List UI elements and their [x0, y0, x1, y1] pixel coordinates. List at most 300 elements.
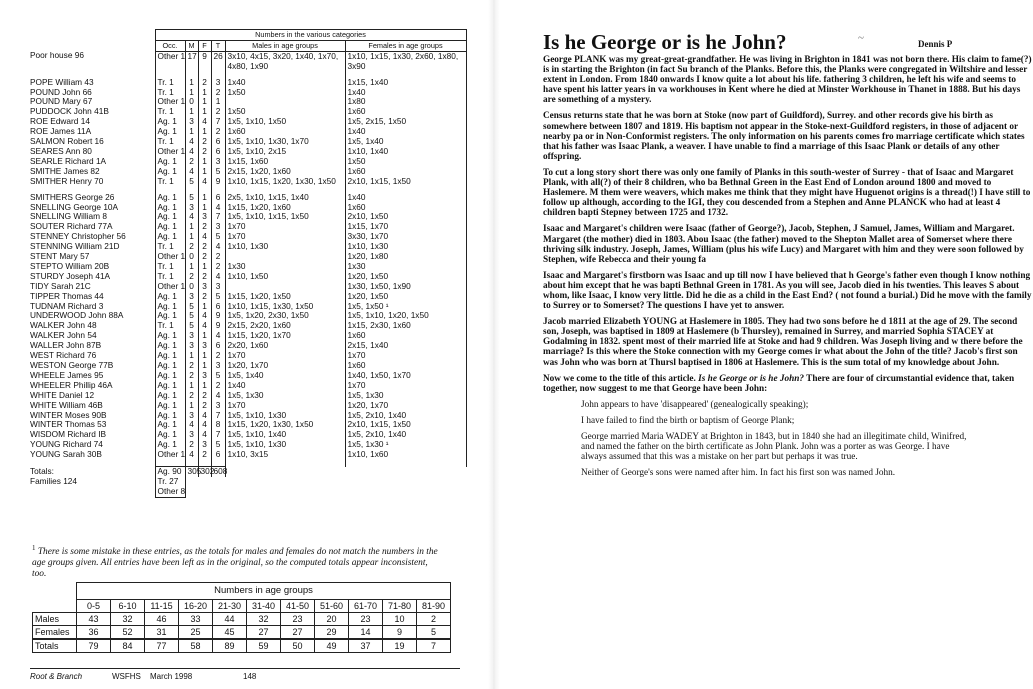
age-count: 7: [417, 639, 451, 653]
household-name: WHITE William 46B: [30, 399, 103, 410]
male-count: 1: [185, 232, 198, 242]
male-age-groups: 1x20, 1x70: [225, 361, 345, 371]
female-age-groups: 2x15, 1x40: [345, 341, 466, 351]
male-count: 2: [185, 391, 198, 401]
age-count: 2: [417, 613, 451, 626]
female-count: 2: [198, 450, 211, 460]
female-count: 1: [198, 361, 211, 371]
female-count: 4: [198, 420, 211, 430]
female-count: 2: [198, 78, 211, 88]
article-title: Is he George or is he John?: [543, 30, 787, 54]
table-row: [28, 88, 466, 98]
male-age-groups: 1x15, 1x20, 1x60: [225, 203, 345, 213]
male-count: 3: [185, 411, 198, 421]
occupation: Ag. 1: [155, 203, 185, 213]
household-name: SNELLING George 10A: [30, 201, 119, 212]
total-count: 8: [211, 420, 225, 430]
age-count: 46: [145, 613, 179, 626]
female-count: 3: [198, 212, 211, 222]
age-group-header: 81-90: [417, 600, 451, 613]
female-age-groups: 1x5, 1x30: [345, 391, 466, 401]
occupation: Tr. 1: [155, 78, 185, 88]
male-age-groups: 1x15, 1x20, 1x30, 1x50: [225, 420, 345, 430]
male-age-groups: 1x5, 1x10, 1x50: [225, 117, 345, 127]
female-count: 3: [198, 341, 211, 351]
male-count: 5: [185, 311, 198, 321]
female-age-groups: 1x10, 1x60: [345, 450, 466, 460]
occupation: Tr. 1: [155, 242, 185, 252]
male-age-groups: 2x15, 2x20, 1x60: [225, 321, 345, 331]
occupation: Ag. 1: [155, 391, 185, 401]
total-count: 6: [211, 193, 225, 203]
header-m: M: [185, 40, 198, 51]
male-count: 4: [185, 450, 198, 460]
household-name: POUND John 66: [30, 86, 92, 97]
header-t: T: [211, 40, 225, 51]
female-age-groups: 1x5, 1x40: [345, 137, 466, 147]
female-count: 2: [198, 222, 211, 232]
occupation: Ag. 1: [155, 157, 185, 167]
age-count: 52: [111, 626, 145, 640]
female-count: 2: [198, 391, 211, 401]
age-count: 49: [315, 639, 349, 653]
total-count: 3: [211, 222, 225, 232]
total-count: 4: [211, 203, 225, 213]
female-age-groups: 1x5, 1x10, 1x20, 1x50: [345, 311, 466, 321]
header-males: Males in age groups: [225, 40, 345, 51]
female-count: 2: [198, 147, 211, 157]
families-label: Families 124: [30, 475, 78, 486]
household-name: UNDERWOOD John 88A: [30, 310, 124, 321]
age-row-label: Totals: [33, 639, 77, 653]
household-name: POPE William 43: [30, 76, 94, 87]
occupation: Other 1: [155, 450, 185, 460]
census-body: [28, 51, 466, 77]
male-age-groups: 1x60: [225, 127, 345, 137]
footer-date: March 1998: [150, 672, 193, 681]
table-row: [28, 51, 466, 71]
total-count: 7: [211, 212, 225, 222]
female-count: 1: [198, 193, 211, 203]
total-count: 3: [211, 157, 225, 167]
totals-m: 305: [185, 467, 198, 477]
male-age-groups: 3x10, 4x15, 3x20, 1x40, 1x70, 4x80, 1x90: [225, 51, 345, 71]
total-count: 5: [211, 232, 225, 242]
female-count: 9: [198, 51, 211, 71]
header-occ: Occ.: [155, 40, 185, 51]
occupation: Ag. 1: [155, 193, 185, 203]
male-age-groups: 1x70: [225, 232, 345, 242]
male-count: 17: [185, 51, 198, 71]
female-count: 1: [198, 203, 211, 213]
totals-t: 608: [211, 467, 225, 477]
age-count: 19: [383, 639, 417, 653]
female-age-groups: 1x40: [345, 127, 466, 137]
female-count: 1: [198, 167, 211, 177]
age-count: 58: [179, 639, 213, 653]
table-row: [28, 242, 466, 252]
age-groups-header: [33, 600, 451, 613]
occupation: Ag. 1: [155, 371, 185, 381]
female-age-groups: 1x60: [345, 107, 466, 117]
male-count: 3: [185, 430, 198, 440]
footer-issue: WSFHS: [112, 672, 141, 681]
paragraph: Isaac and Margaret's firstborn was Isaac and up till now I have believed that h George's father even though I know nothing about him except that he was bapti Bethnal Green in 1781. As you will see, Jacob died in his twenties. This leaves S about whom, like Isaac, I know very little. Did he die as a child in the East End? ( not found a burial.) Did he move with the family to Surrey or to Somerset? The questions I have yet to answer.: [543, 270, 1032, 312]
occupation: Tr. 1: [155, 272, 185, 282]
male-age-groups: 1x5, 1x10, 1x40: [225, 430, 345, 440]
female-count: 3: [198, 371, 211, 381]
male-count: 1: [185, 88, 198, 98]
female-count: 2: [198, 272, 211, 282]
age-group-header: 61-70: [349, 600, 383, 613]
female-age-groups: 1x15, 2x30, 1x60: [345, 321, 466, 331]
age-count: 23: [349, 613, 383, 626]
female-age-groups: 1x40: [345, 88, 466, 98]
age-count: 43: [77, 613, 111, 626]
article-body: [543, 55, 1033, 484]
paragraph-italic-title: Is he George or is he John?: [698, 373, 805, 384]
female-age-groups: 1x30, 1x50, 1x90: [345, 282, 466, 292]
age-group-header: 0-5: [77, 600, 111, 613]
footnote-text: There is some mistake in these entries, as the totals for males and females do not match the numbers in the age groups given. All entries have been left as in the original, so the computed totals appear inconsistent, too.: [32, 547, 438, 579]
male-count: 2: [185, 371, 198, 381]
total-count: 3: [211, 361, 225, 371]
age-count: 29: [315, 626, 349, 640]
male-count: 1: [185, 222, 198, 232]
occupation: Ag. 1: [155, 212, 185, 222]
occupation: Ag. 1: [155, 311, 185, 321]
age-group-header: 51-60: [315, 600, 349, 613]
total-count: 4: [211, 242, 225, 252]
female-age-groups: 1x50: [345, 157, 466, 167]
age-groups-caption: Numbers in age groups: [77, 583, 451, 600]
male-count: 5: [185, 193, 198, 203]
male-age-groups: 2x15, 1x20, 1x60: [225, 167, 345, 177]
occupation: Tr. 1: [155, 107, 185, 117]
age-group-header: 31-40: [247, 600, 281, 613]
occupation: Ag. 1: [155, 430, 185, 440]
totals-other: Other 8: [155, 487, 185, 497]
total-count: 9: [211, 311, 225, 321]
household-name: WALKER John 54: [30, 330, 97, 341]
male-count: 3: [185, 117, 198, 127]
paragraph: Isaac and Margaret's children were Isaac (father of George?), Jacob, Stephen, J Samuel, James, William and Margaret. Margaret (the mother) died in 1803. Abou Isaac (the father) moved to the Shepton Mallet area of Somerset where there thriving silk industry. Joseph, James, William (plus his wife Lucy) and Margaret with him and they were soon followed by Stephen, wife Rebecca and their young fa: [543, 224, 1024, 265]
female-age-groups: 1x60: [345, 203, 466, 213]
age-count: 14: [349, 626, 383, 640]
table-row: [28, 177, 466, 187]
female-count: 1: [198, 88, 211, 98]
total-count: 5: [211, 167, 225, 177]
household-name: ROE Edward 14: [30, 116, 90, 127]
total-count: 3: [211, 78, 225, 88]
female-count: 4: [198, 177, 211, 187]
occupation: Ag. 1: [155, 127, 185, 137]
male-age-groups: 1x15, 1x60: [225, 157, 345, 167]
totals-tr: Tr. 27: [155, 477, 185, 487]
household-name: WESTON George 77B: [30, 360, 114, 370]
age-count: 33: [179, 613, 213, 626]
male-count: 2: [185, 242, 198, 252]
age-count: 50: [281, 639, 315, 653]
occupation: Ag. 1: [155, 167, 185, 177]
female-count: 1: [198, 302, 211, 312]
household-name: WINTER Moses 90B: [30, 409, 107, 420]
female-age-groups: 1x20, 1x50: [345, 272, 466, 282]
female-age-groups: 1x5, 1x50 ¹: [345, 302, 466, 312]
total-count: 6: [211, 341, 225, 351]
total-count: 9: [211, 177, 225, 187]
total-count: 2: [211, 262, 225, 272]
male-age-groups: 1x15, 1x20, 1x70: [225, 331, 345, 341]
census-totals: [28, 460, 466, 497]
evidence-point: George married Maria WADEY at Brighton in 1843, but in 1840 she had an illegitimate child, Winifred, and named the father on the birth certificate as John Plank. John was a porter as was George. I have always assumed that this was a mistake on her part but perhaps it was true.: [581, 432, 967, 463]
male-count: 1: [185, 401, 198, 411]
household-name: TIDY Sarah 21C: [30, 280, 91, 291]
census-title: Numbers in the various categories: [155, 30, 466, 41]
header-females: Females in age groups: [345, 40, 466, 51]
household-name: SNELLING William 8: [30, 211, 107, 222]
total-count: 7: [211, 430, 225, 440]
occupation: Tr. 1: [155, 137, 185, 147]
female-count: 2: [198, 292, 211, 302]
total-count: 1: [211, 97, 225, 107]
totals-row: [28, 467, 466, 477]
paragraph: To cut a long story short there was only one family of Planks in this south-wester of Surrey - that of Isaac and Margaret Plank, with all(?) of their 8 children, who ba Bethnal Green in the East End of London around 1800 and moved to Haslemere. M them were weavers, which makes me think that they might have Huguenot origins is a thread(!) I have still to follow up although, according to the IGI, they cou descended from a Stephen and Anne PLANCK who had at least 4 children bapti Stepney between 1725 and 1732.: [543, 167, 1031, 219]
age-count: 79: [77, 639, 111, 653]
table-row: [28, 117, 466, 127]
occupation: Ag. 1: [155, 232, 185, 242]
age-count: 23: [281, 613, 315, 626]
household-name: WEST Richard 76: [30, 350, 97, 361]
total-count: 3: [211, 401, 225, 411]
household-name: SEARLE Richard 1A: [30, 155, 107, 166]
total-count: 2: [211, 351, 225, 361]
male-age-groups: 1x50: [225, 88, 345, 98]
footnote: [32, 543, 442, 580]
female-count: 4: [198, 321, 211, 331]
age-count: 77: [145, 639, 179, 653]
male-count: 4: [185, 212, 198, 222]
female-count: 1: [198, 262, 211, 272]
total-count: 2: [211, 88, 225, 98]
female-age-groups: 2x10, 1x15, 1x50: [345, 177, 466, 187]
age-group-header: 16-20: [179, 600, 213, 613]
census-body-b: [28, 193, 466, 460]
male-age-groups: 1x40: [225, 78, 345, 88]
male-count: 0: [185, 97, 198, 107]
totals-label: Totals:: [30, 465, 54, 476]
age-count: 31: [145, 626, 179, 640]
paragraph: Census returns state that he was born at Stoke (now part of Guildford), Surrey. and other records give his birth as somewhere between 1807 and 1819. His baptism not appear in the Stoke-next-Guildford registers, in those of adjacent or nearby pa or in Non-Conformist registers. The only information on his parents comes fro marriage certificate which states that his father was Isaac Plank, a weaver. I have unable to find a marriage of this Isaac Plank or details of any other offspring.: [543, 111, 1025, 162]
household-name: WALLER John 87B: [30, 340, 102, 351]
occupation: Ag. 1: [155, 292, 185, 302]
occupation: Ag. 1: [155, 117, 185, 127]
household-name: WINTER Thomas 53: [30, 419, 107, 430]
male-age-groups: 1x10, 1x15, 1x30, 1x50: [225, 302, 345, 312]
male-count: 3: [185, 331, 198, 341]
total-count: 2: [211, 252, 225, 262]
occupation: Ag. 1: [155, 361, 185, 371]
male-age-groups: 1x10, 1x30: [225, 242, 345, 252]
paragraph-lead: Now we come to the title of this article.: [543, 373, 699, 384]
occupation: Ag. 1: [155, 341, 185, 351]
household-name: STEPTO William 20B: [30, 260, 110, 271]
household-name: ROE James 11A: [30, 126, 92, 137]
age-groups-table: [32, 582, 451, 653]
female-age-groups: 1x40: [345, 193, 466, 203]
age-group-header: 6-10: [111, 600, 145, 613]
male-count: 5: [185, 321, 198, 331]
occupation: Ag. 1: [155, 411, 185, 421]
male-age-groups: 2x20, 1x60: [225, 341, 345, 351]
household-name: WHEELER Phillip 46A: [30, 379, 113, 390]
female-age-groups: 1x5, 2x15, 1x50: [345, 117, 466, 127]
families-row: [28, 477, 466, 487]
age-count: 25: [179, 626, 213, 640]
total-count: 9: [211, 321, 225, 331]
article-author: Dennis P: [918, 39, 953, 49]
household-name: STENNING William 21D: [30, 241, 120, 252]
occupation: Tr. 1: [155, 88, 185, 98]
male-count: 5: [185, 177, 198, 187]
totals-ag: Ag. 90: [155, 467, 185, 477]
male-age-groups: 1x5, 1x10, 2x15: [225, 147, 345, 157]
total-count: 5: [211, 440, 225, 450]
paragraph: [543, 374, 1033, 394]
total-count: 26: [211, 51, 225, 71]
age-count: 84: [111, 639, 145, 653]
male-count: 2: [185, 157, 198, 167]
household-name: SOUTER Richard 77A: [30, 221, 113, 232]
age-count: 32: [247, 613, 281, 626]
female-count: 2: [198, 137, 211, 147]
household-name: TUDNAM Richard 3: [30, 300, 104, 311]
female-count: 1: [198, 107, 211, 117]
female-age-groups: 1x5, 2x10, 1x40: [345, 411, 466, 421]
age-row: [33, 639, 451, 653]
occupation: Tr. 1: [155, 262, 185, 272]
male-count: 3: [185, 292, 198, 302]
female-age-groups: 2x10, 1x50: [345, 212, 466, 222]
age-group-header: 11-15: [145, 600, 179, 613]
total-count: 6: [211, 302, 225, 312]
female-age-groups: 1x10, 1x15, 1x30, 2x60, 1x80, 3x90: [345, 51, 466, 71]
male-age-groups: 1x5, 1x30: [225, 391, 345, 401]
total-count: 7: [211, 411, 225, 421]
male-count: 3: [185, 203, 198, 213]
household-name: SEARES Ann 80: [30, 145, 92, 156]
household-name: WHITE Daniel 12: [30, 389, 95, 400]
total-count: 7: [211, 117, 225, 127]
age-count: 89: [213, 639, 247, 653]
occupation: Ag. 1: [155, 302, 185, 312]
female-count: 4: [198, 411, 211, 421]
male-age-groups: 1x15, 1x20, 1x50: [225, 292, 345, 302]
household-name: TIPPER Thomas 44: [30, 290, 104, 301]
occupation: Other 1: [155, 282, 185, 292]
age-count: 9: [383, 626, 417, 640]
decorative-mark: ~: [858, 32, 864, 44]
female-age-groups: 1x20, 1x70: [345, 401, 466, 411]
female-age-groups: 2x10, 1x15, 1x50: [345, 420, 466, 430]
female-age-groups: 1x5, 2x10, 1x40: [345, 430, 466, 440]
footnote-marker: 1: [32, 544, 36, 552]
male-count: 2: [185, 272, 198, 282]
total-count: 2: [211, 127, 225, 137]
female-age-groups: 1x70: [345, 351, 466, 361]
female-age-groups: 1x60: [345, 331, 466, 341]
occupation: Tr. 1: [155, 177, 185, 187]
age-row: [33, 613, 451, 626]
male-count: 1: [185, 78, 198, 88]
paragraph: George PLANK was my great-great-grandfather. He was living in Brighton in 1841 was not born there. His claim to fame(?) is in starting the Brighton (in fact Su branch of the Planks. Before this, the Planks were congregated in Wiltshire and lesser extent in London. From 1840 onwards I know quite a lot about his life. fathering 3 children, he left his wife and seems to have spent his latter years in va workhouses in Kent where he died at Minster Workhouse in Thanet in 1888. But his days are something of a mystery.: [543, 55, 1032, 106]
male-age-groups: 1x70: [225, 401, 345, 411]
male-count: 1: [185, 381, 198, 391]
total-count: 4: [211, 331, 225, 341]
male-age-groups: 1x40: [225, 381, 345, 391]
age-group-header: 71-80: [383, 600, 417, 613]
household-name: SMITHERS George 26: [30, 191, 115, 202]
male-age-groups: 1x5, 1x10, 1x30: [225, 440, 345, 450]
female-count: 4: [198, 311, 211, 321]
female-age-groups: 1x60: [345, 361, 466, 371]
female-count: 1: [198, 381, 211, 391]
male-age-groups: 1x5, 1x40: [225, 371, 345, 381]
household-name: SMITHER Henry 70: [30, 175, 104, 186]
household-name: SMITHE James 82: [30, 165, 100, 176]
male-age-groups: 1x5, 1x10, 1x15, 1x50: [225, 212, 345, 222]
age-count: 20: [315, 613, 349, 626]
occupation: Ag. 1: [155, 222, 185, 232]
total-count: 6: [211, 137, 225, 147]
other-row: [28, 487, 466, 497]
male-count: 4: [185, 147, 198, 157]
paragraph: Jacob married Elizabeth YOUNG at Haslemere in 1805. They had two sons before he d 1811 at the age of 29. The second son, Joseph, was baptised in 1809 at Haslemere (b Thursley), remained in Surrey, and married Sophia STACEY at Godalming in 1832. spent most of their married life at Stoke and had 9 children. Was Joseph living and w there before the marriage? Is this where the Stoke connection with my George comes ir what about the John of the title? Jacob's first son was John who was born at Thursl baptised in 1806 at Haslemere. This is the sum total of my knowledge about John.: [543, 317, 1023, 368]
occupation: Ag. 1: [155, 401, 185, 411]
male-count: 4: [185, 420, 198, 430]
evidence-point: Neither of George's sons were named after him. In fact his first son was named John.: [581, 468, 896, 479]
age-count: 27: [247, 626, 281, 640]
household-name: WALKER John 48: [30, 320, 97, 331]
male-age-groups: 1x50: [225, 107, 345, 117]
occupation: Ag. 1: [155, 440, 185, 450]
occupation: Ag. 1: [155, 381, 185, 391]
household-name: POUND Mary 67: [30, 96, 93, 107]
female-age-groups: 1x10, 1x40: [345, 147, 466, 157]
male-age-groups: 1x10, 1x50: [225, 272, 345, 282]
female-age-groups: 1x20, 1x50: [345, 292, 466, 302]
occupation: Ag. 1: [155, 420, 185, 430]
total-count: 2: [211, 381, 225, 391]
age-groups-body: [33, 613, 451, 653]
evidence-point: I have failed to find the birth or baptism of George Plank;: [581, 415, 795, 426]
female-count: 1: [198, 157, 211, 167]
female-count: 1: [198, 127, 211, 137]
household-name: WISDOM Richard IB: [30, 429, 107, 440]
male-count: 0: [185, 282, 198, 292]
total-count: 4: [211, 391, 225, 401]
age-row-label: Males: [33, 613, 77, 626]
household-name: WHEELE James 95: [30, 369, 104, 380]
paragraph-tail: There are four of circumstantial evidence that, taken together, now suggest to me that George have been John:: [543, 373, 1015, 394]
female-age-groups: 1x10, 1x30: [345, 242, 466, 252]
table-row: [28, 450, 466, 460]
male-age-groups: 1x5, 1x10, 1x30: [225, 411, 345, 421]
male-age-groups: 1x10, 1x15, 1x20, 1x30, 1x50: [225, 177, 345, 187]
age-group-header: 21-30: [213, 600, 247, 613]
footer-journal: Root & Branch: [30, 672, 83, 681]
male-count: 4: [185, 167, 198, 177]
